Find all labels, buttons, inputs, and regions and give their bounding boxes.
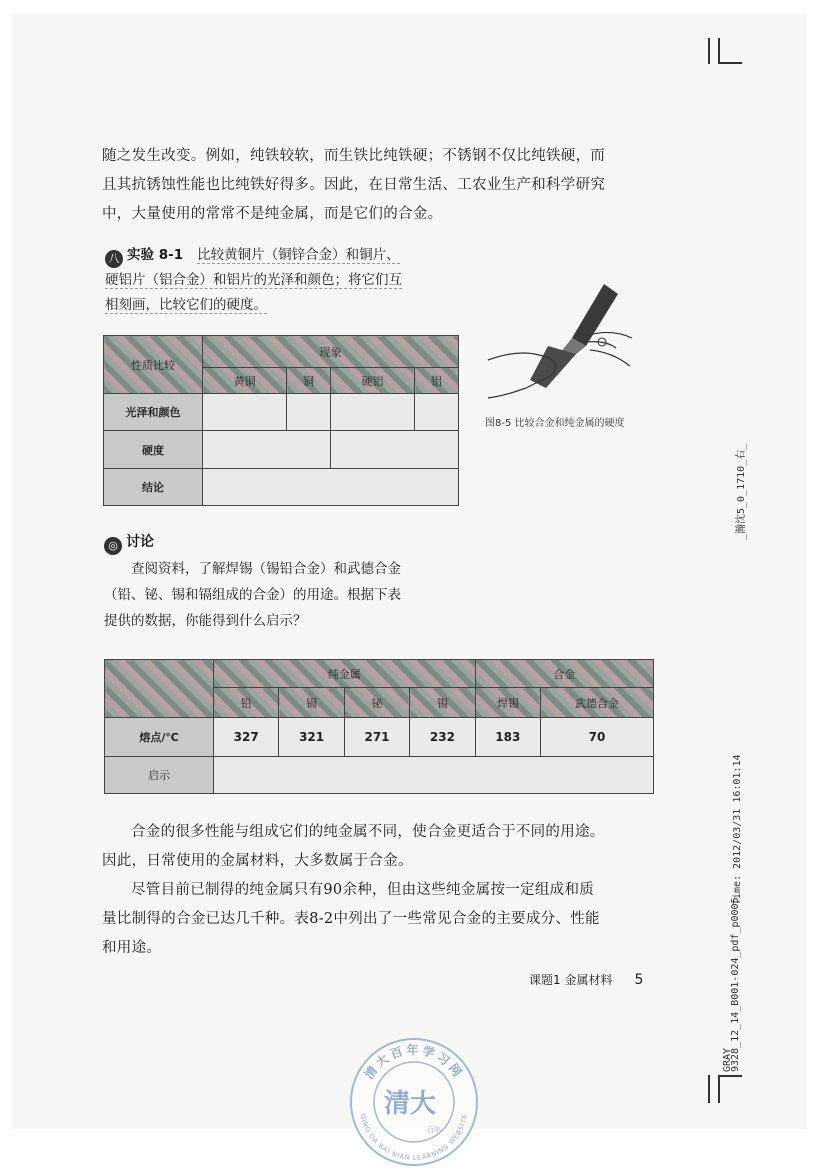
column-header: 铜 (287, 368, 331, 394)
melting-point-table (104, 659, 654, 794)
table-cell (330, 431, 458, 469)
column-header: 焊锡 (475, 688, 540, 718)
text-line: 合金的很多性能与组成它们的纯金属不同，使合金更适合于不同的用途。 (131, 824, 605, 840)
table-group-header: 合金 (475, 660, 653, 688)
table-cell: 183 (475, 718, 540, 756)
table-cell: 70 (541, 718, 654, 756)
experiment-8-1 (105, 243, 465, 317)
watermark-seal-char: 清大 (383, 1089, 437, 1119)
page-number: 5 (634, 972, 644, 988)
column-header: 黄铜 (203, 368, 287, 394)
row-header: 光泽和颜色 (104, 394, 203, 431)
intro-paragraph (102, 142, 662, 229)
table-group-header: 现象 (203, 336, 459, 368)
row-header: 结论 (104, 469, 203, 506)
experiment-icon: 八 (105, 250, 123, 268)
table-cell: 321 (279, 718, 344, 756)
margin-label-upper: _瀚沈5_0_1710_右_ (736, 443, 747, 540)
crop-mark-bottom (718, 1075, 720, 1103)
experiment-table (103, 335, 459, 506)
text-line: 提供的数据，你能得到什么启示？ (104, 613, 307, 629)
table-corner (105, 660, 214, 718)
experiment-text: 相刻画，比较它们的硬度。 (105, 296, 267, 313)
watermark-seal-small: 百年 (427, 1126, 441, 1134)
text-line: 且其抗锈蚀性能也比纯铁好得多。因此，在日常生活、工农业生产和科学研究 (102, 177, 606, 193)
column-header: 硬铝 (330, 368, 414, 394)
footer-label: 课题1 金属材料 (529, 973, 613, 987)
crop-mark-top (708, 38, 710, 64)
column-header: 铋 (344, 688, 409, 718)
margin-gray-label: GRAY (722, 1047, 733, 1072)
table-cell (415, 394, 459, 431)
crop-mark-top (718, 62, 742, 64)
table-cell (203, 431, 331, 469)
text-line: 量比制得的合金已达几千种。表8-2中列出了一些常见合金的主要成分、性能 (102, 911, 600, 927)
column-header: 铅 (214, 688, 279, 718)
experiment-text: 硬铝片（铝合金）和铝片的光泽和颜色；将它们互 (105, 272, 402, 288)
column-header: 铝 (415, 368, 459, 394)
discussion-heading (104, 531, 154, 555)
experiment-title: 实验 8-1 (127, 247, 184, 263)
discussion-title: 讨论 (126, 534, 154, 550)
alloy-paragraph (102, 818, 667, 963)
row-header: 熔点/℃ (105, 718, 214, 756)
table-group-header: 纯金属 (214, 660, 476, 688)
text-line: 和用途。 (102, 940, 162, 956)
discussion-icon: ◎ (104, 537, 122, 555)
crop-mark-bottom (708, 1075, 710, 1103)
column-header: 武德合金 (541, 688, 654, 718)
text-line: 查阅资料，了解焊锡（锡铅合金）和武德合金 (131, 561, 401, 577)
experiment-text: 比较黄铜片（铜锌合金）和铜片、 (197, 247, 400, 263)
table-cell: 271 (344, 718, 409, 756)
crop-mark-top (718, 38, 720, 64)
margin-file-id: 9328_12_14_B001-024_pdf_p0005 (730, 897, 741, 1072)
watermark-arc-bottom: QING DA BAI NIAN LEARNING WEBSITE (358, 1113, 470, 1163)
table-cell (287, 394, 331, 431)
discussion-text (104, 556, 466, 634)
table-corner: 性质比较 (104, 336, 203, 394)
text-line: 尽管目前已制得的纯金属只有90余种，但由这些纯金属按一定组成和质 (131, 882, 595, 898)
text-line: （铅、铋、锡和镉组成的合金）的用途。根据下表 (104, 587, 401, 603)
table-cell: 232 (410, 718, 475, 756)
watermark-seal (348, 1036, 480, 1168)
margin-timestamp: Time: 2012/03/31 16:01:14 (732, 754, 743, 905)
table-cell (214, 756, 654, 793)
crop-mark-bottom (718, 1075, 742, 1077)
text-line: 中，大量使用的常常不是纯金属，而是它们的合金。 (102, 206, 443, 222)
table-cell (330, 394, 414, 431)
text-line: 因此，日常使用的金属材料，大多数属于合金。 (102, 853, 413, 869)
hands-scratching-illustration (486, 276, 636, 411)
row-header: 硬度 (104, 431, 203, 469)
table-cell: 327 (214, 718, 279, 756)
table-cell (203, 469, 459, 506)
column-header: 锡 (410, 688, 475, 718)
table-cell (203, 394, 287, 431)
text-line: 随之发生改变。例如，纯铁较软，而生铁比纯铁硬；不锈钢不仅比纯铁硬，而 (102, 148, 606, 164)
watermark-arc-text: 清大百年学习网 (361, 1043, 467, 1082)
page-footer (529, 971, 643, 988)
row-header: 启示 (105, 756, 214, 793)
column-header: 镉 (279, 688, 344, 718)
figure-caption: 图8-5 比较合金和纯金属的硬度 (485, 418, 625, 429)
